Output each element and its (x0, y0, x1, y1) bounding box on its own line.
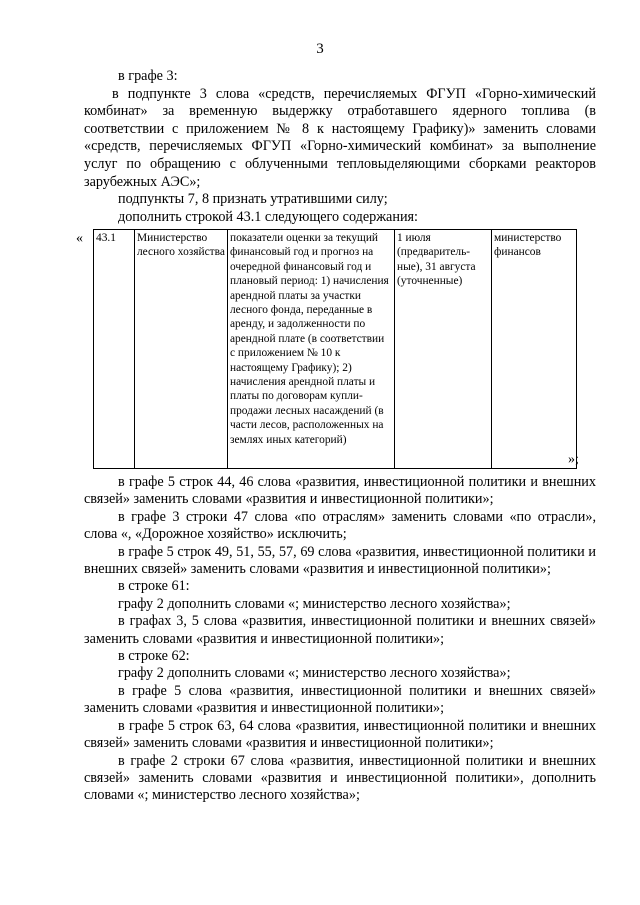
cell-recipient: министерство финансов (492, 230, 577, 469)
paragraph: в графе 2 строки 67 слова «развития, инвестиционной политики и внешних связей» заменить словами «развития и инвестиционной политики», дополнить словами «; министерство лесного хозяйства»; (84, 752, 596, 804)
page-number: 3 (316, 41, 324, 57)
cell-row-number: 43.1 (94, 230, 135, 469)
paragraph: в графах 3, 5 слова «развития, инвестиционной политики и внешних связей» заменить словами «развития и инвестиционной политики»; (84, 613, 596, 647)
paragraph: в графе 3 строки 47 слова «по отраслям» заменить словами «по отрасли», слова «, «Дорожное хозяйство» исключить; (84, 508, 596, 543)
paragraph: в строке 61: (118, 578, 190, 595)
cell-deadline: 1 июля (предваритель-ные), 31 августа (уточненные) (395, 230, 492, 469)
insert-row-table (93, 229, 577, 469)
table-close-quote: »; (568, 452, 579, 467)
bottom-text-block (84, 474, 596, 805)
paragraph: дополнить строкой 43.1 следующего содержания: (118, 208, 419, 225)
top-text-block (84, 68, 596, 226)
cell-description: показатели оценки за текущий финансовый год и прогноз на очередной финансовый год и плановый период: 1) начисления арендной платы за участки лесного фонда, переданные в аренду, и задолженности по арендной плате (в соответствии с приложением № 10 к настоящему Графику); 2) начисления арендной платы и платы по договорам купли-продажи лесных насаждений (в части лесов, расположенных на землях иных категорий) (228, 230, 395, 469)
paragraph: подпункты 7, 8 признать утратившими силу; (118, 191, 388, 208)
paragraph: в графе 5 слова «развития, инвестиционной политики и внешних связей» заменить словами «развития и инвестиционной политики»; (84, 682, 596, 717)
paragraph: в строке 62: (118, 648, 190, 665)
paragraph: графу 2 дополнить словами «; министерство лесного хозяйства»; (118, 595, 511, 612)
paragraph: графу 2 дополнить словами «; министерство лесного хозяйства»; (118, 665, 511, 682)
paragraph: в подпункте 3 слова «средств, перечисляемых ФГУП «Горно-химический комбинат» за временную выдержку отработавшего ядерного топлива (в соответствии с приложением № 8 к настоящему Графику)» заменить словами «средств, перечисляемых ФГУП «Горно-химический комбинат» за выполнение услуг по обращению с облученными тепловыделяющими сборками реакторов зарубежных АЭС»; (84, 85, 596, 190)
table-row (94, 230, 577, 469)
paragraph: в графе 5 строк 63, 64 слова «развития, инвестиционной политики и внешних связей» заменить словами «развития и инвестиционной политики»; (84, 717, 596, 752)
paragraph: в графе 5 строк 49, 51, 55, 57, 69 слова «развития, инвестиционной политики и внешних связей» заменить словами «развития и инвестиционной политики»; (84, 543, 596, 578)
paragraph: в графе 3: (118, 68, 178, 84)
table-open-quote: « (76, 231, 83, 246)
cell-executor: Министерство лесного хозяйства (135, 230, 228, 469)
paragraph: в графе 5 строк 44, 46 слова «развития, инвестиционной политики и внешних связей» заменить словами «развития и инвестиционной политики»; (84, 474, 596, 508)
